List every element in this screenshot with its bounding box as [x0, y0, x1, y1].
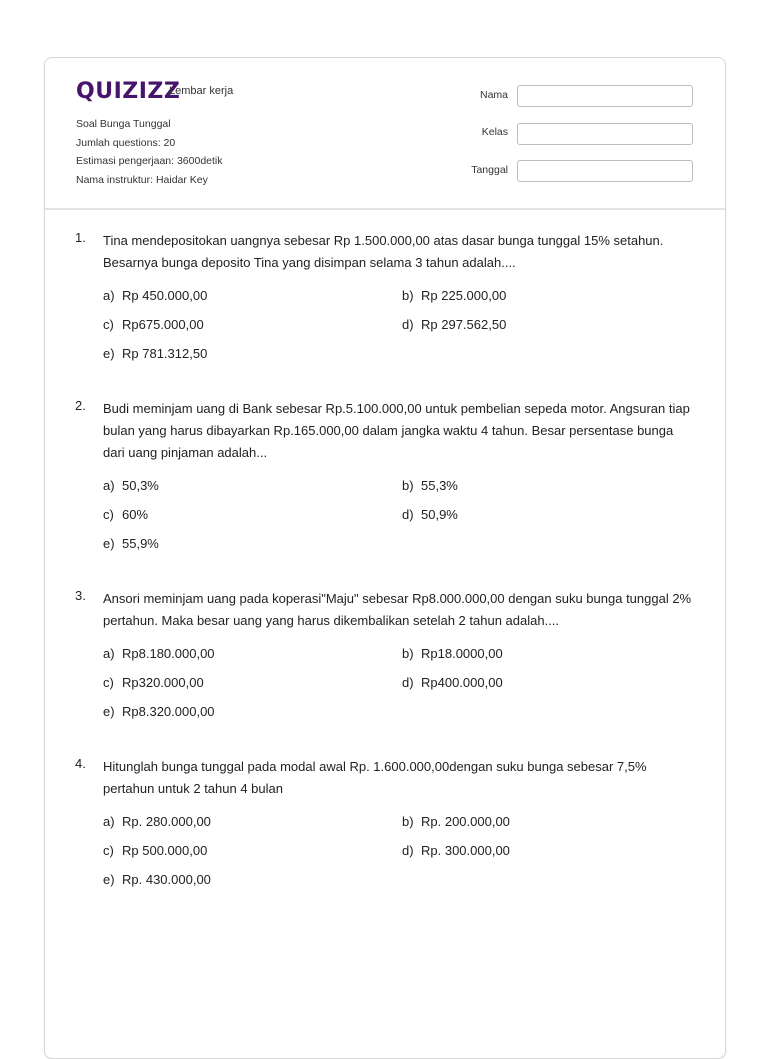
- answer-options: [103, 287, 695, 363]
- answer-option: b) Rp 225.000,00: [402, 288, 507, 303]
- quizizz-logo: QUIZIZZ: [76, 79, 181, 104]
- answer-options: [103, 477, 695, 553]
- answer-option: a) 50,3%: [103, 478, 159, 493]
- answer-option: d) Rp. 300.000,00: [402, 843, 510, 858]
- question-text: Hitunglah bunga tunggal pada modal awal Rp. 1.600.000,00dengan suku bunga sebesar 7,5% pertahun untuk 2 tahun 4 bulan: [103, 759, 647, 796]
- question-number: 1.: [75, 230, 86, 245]
- worksheet-subtitle: Lembar kerja: [169, 85, 234, 97]
- meta-title: Soal Bunga Tunggal: [76, 118, 171, 130]
- question-item: [75, 756, 695, 916]
- answer-option: a) Rp8.180.000,00: [103, 646, 215, 661]
- nama-label: Nama: [479, 89, 508, 101]
- worksheet-meta: [76, 115, 223, 189]
- tanggal-field[interactable]: [517, 160, 693, 182]
- question-number: 3.: [75, 588, 86, 603]
- answer-option: b) Rp18.0000,00: [402, 646, 503, 661]
- answer-option: e) Rp 781.312,50: [103, 346, 208, 361]
- question-text: Tina mendepositokan uangnya sebesar Rp 1.500.000,00 atas dasar bunga tunggal 15% setahun. Besarnya bunga deposito Tina yang disimpan selama 3 tahun adalah....: [103, 233, 664, 270]
- question-text: Ansori meminjam uang pada koperasi"Maju" sebesar Rp8.000.000,00 dengan suku bunga tunggal 2% pertahun. Maka besar uang yang harus dikembalikan setelah 2 tahun adalah....: [103, 591, 692, 628]
- meta-duration: Estimasi pengerjaan: 3600detik: [76, 155, 223, 167]
- kelas-field[interactable]: [517, 123, 693, 145]
- tanggal-label: Tanggal: [471, 164, 508, 176]
- answer-option: e) 55,9%: [103, 536, 159, 551]
- answer-option: d) Rp400.000,00: [402, 675, 503, 690]
- worksheet-page: [44, 57, 726, 1059]
- meta-instructor: Nama instruktur: Haidar Key: [76, 173, 208, 186]
- question-text: Budi meminjam uang di Bank sebesar Rp.5.100.000,00 untuk pembelian sepeda motor. Angsuran tiap bulan yang harus dibayarkan Rp.165.000,00 dalam jangka waktu 4 tahun. Besar persentase bunga dari uang pinjaman adalah...: [103, 401, 690, 460]
- answer-option: c) 60%: [103, 507, 149, 522]
- answer-option: d) Rp 297.562,50: [402, 317, 507, 332]
- question-number: 2.: [75, 398, 86, 413]
- nama-field[interactable]: [517, 85, 693, 107]
- answer-option: b) Rp. 200.000,00: [402, 814, 510, 829]
- answer-option: c) Rp675.000,00: [103, 317, 204, 332]
- question-number: 4.: [75, 756, 86, 771]
- worksheet-header: [45, 58, 725, 210]
- answer-option: c) Rp320.000,00: [103, 675, 204, 690]
- question-item: [75, 398, 695, 588]
- answer-option: c) Rp 500.000,00: [103, 843, 208, 858]
- meta-question-count: Jumlah questions: 20: [76, 136, 176, 149]
- answer-options: [103, 813, 695, 889]
- answer-options: [103, 645, 695, 721]
- kelas-label: Kelas: [481, 126, 508, 138]
- question-item: [75, 230, 695, 398]
- answer-option: e) Rp. 430.000,00: [103, 872, 211, 887]
- answer-option: b) 55,3%: [402, 478, 458, 493]
- answer-option: e) Rp8.320.000,00: [103, 704, 215, 719]
- answer-option: d) 50,9%: [402, 507, 458, 522]
- question-item: [75, 588, 695, 756]
- answer-option: a) Rp 450.000,00: [103, 288, 208, 303]
- question-list: [75, 230, 695, 916]
- answer-option: a) Rp. 280.000,00: [103, 814, 211, 829]
